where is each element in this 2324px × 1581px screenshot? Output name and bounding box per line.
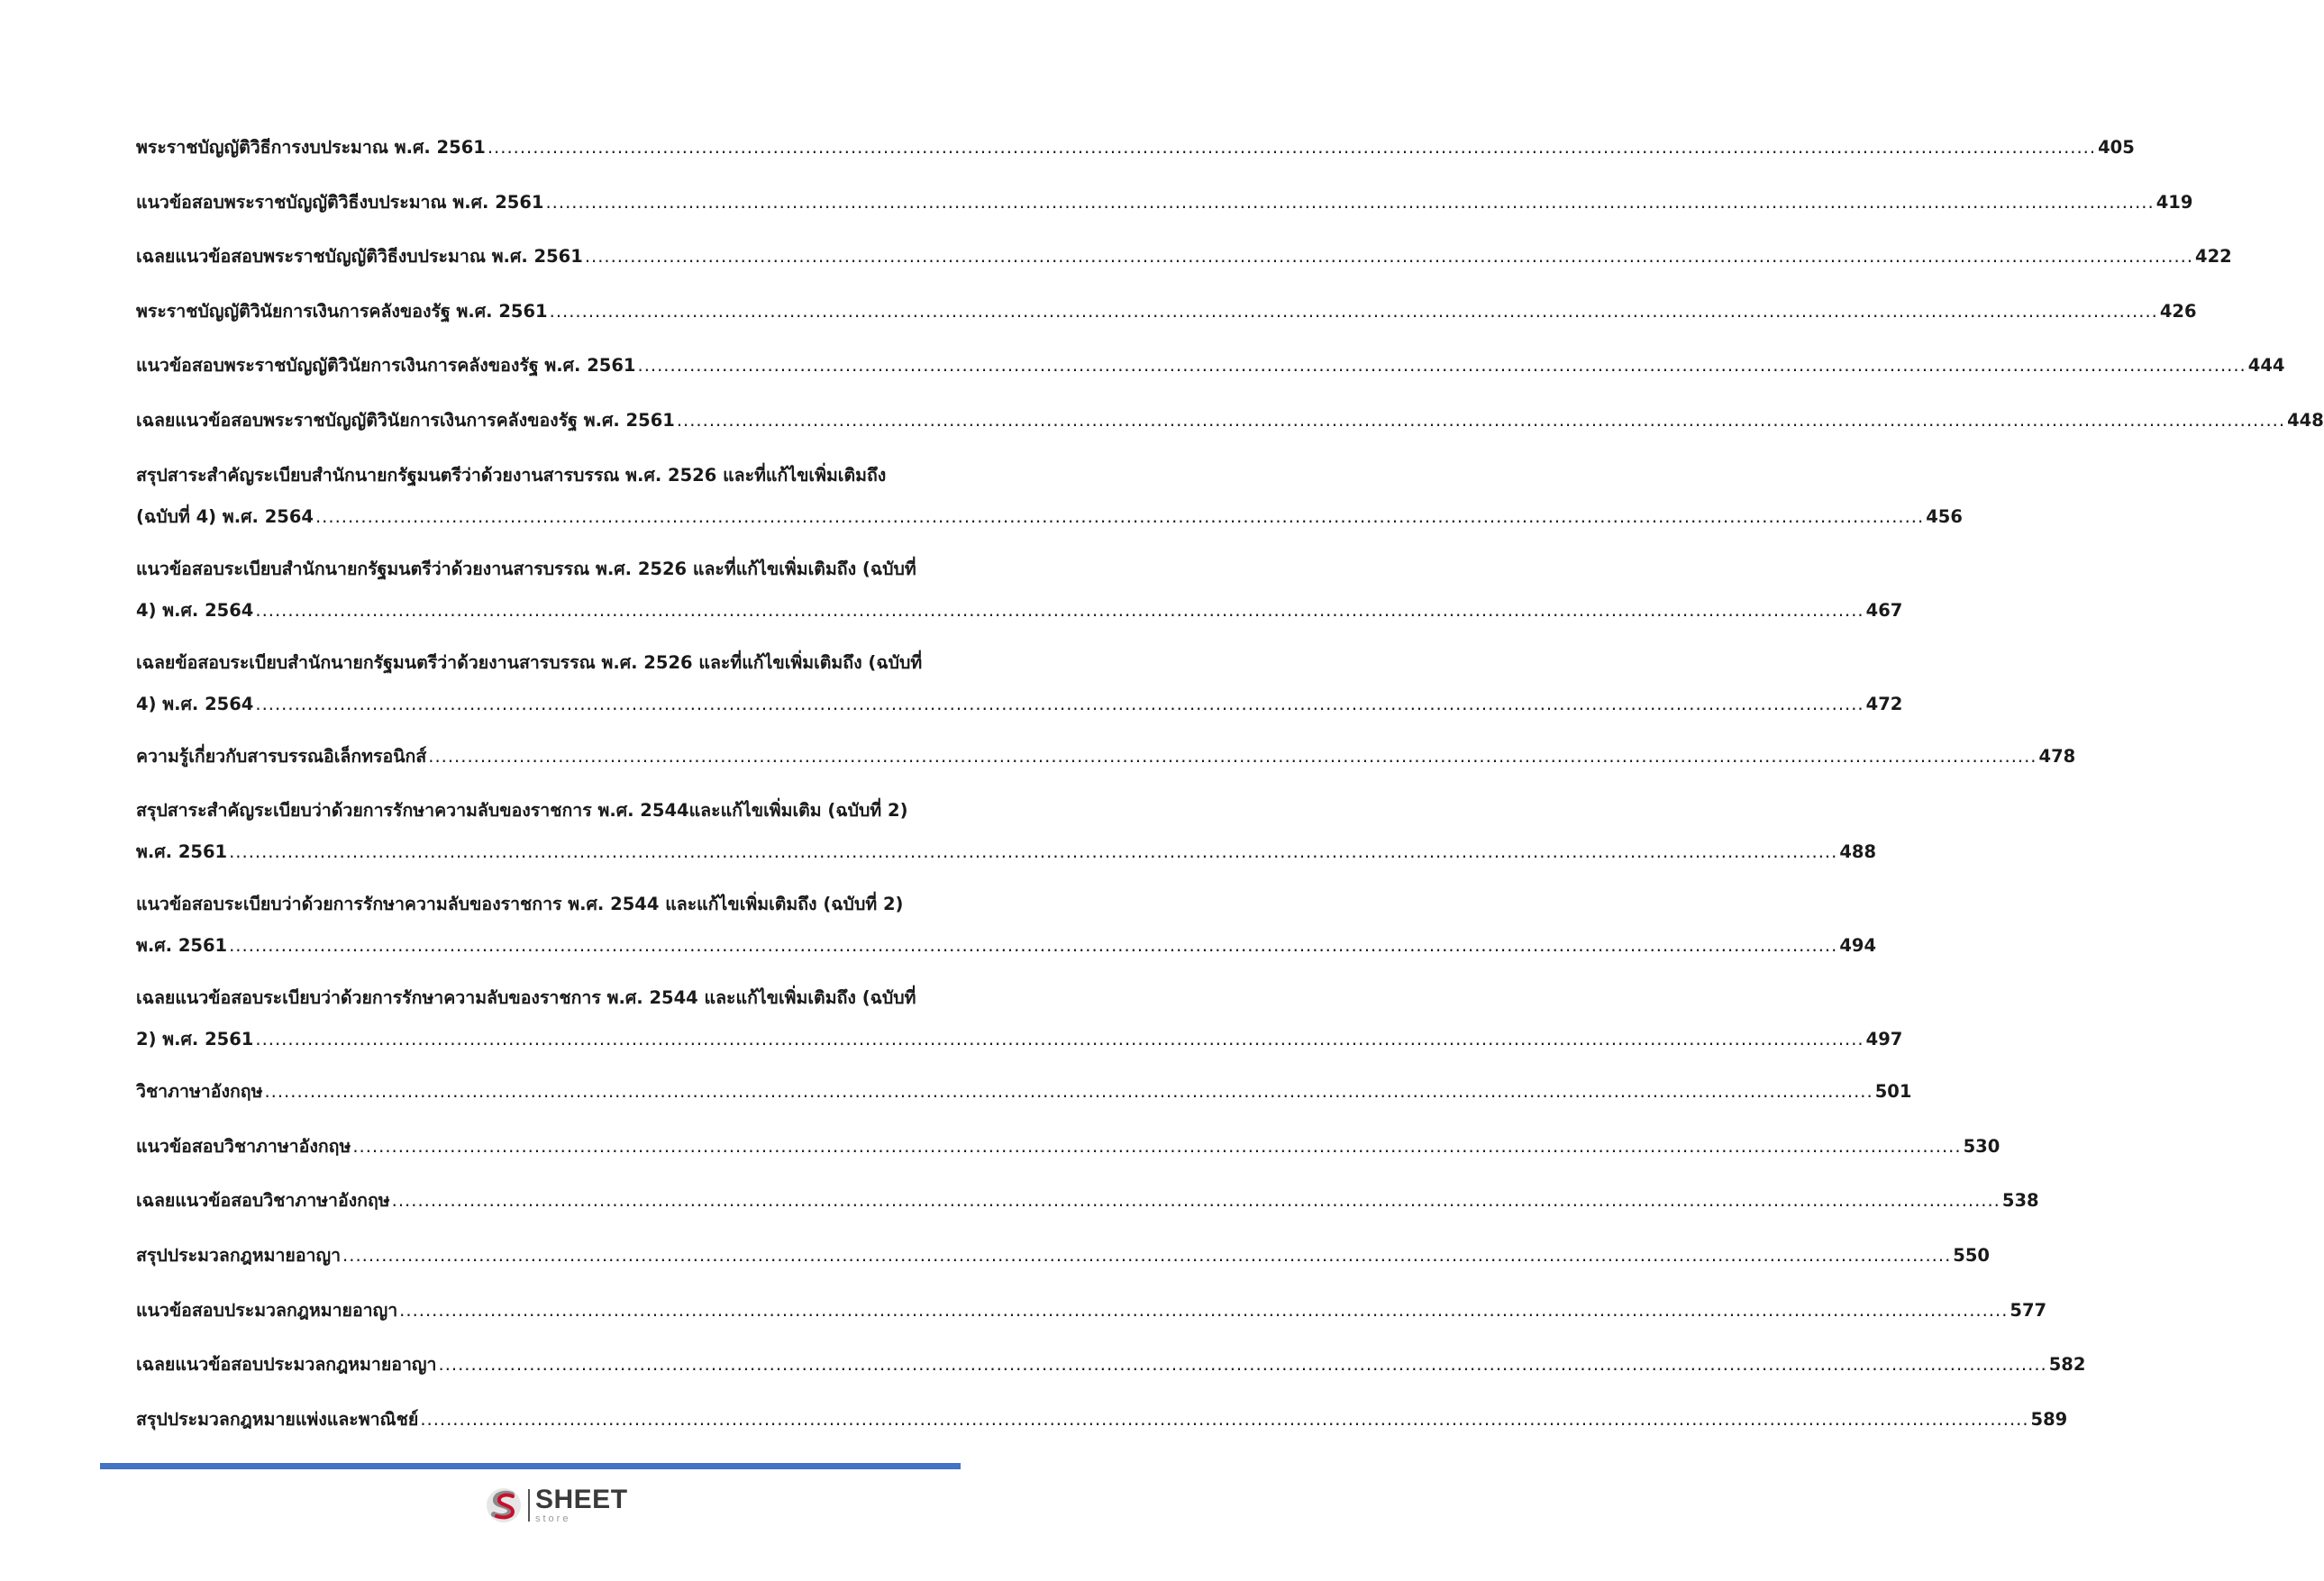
toc-entry[interactable] xyxy=(136,986,1903,1079)
toc-entry-title: พ.ศ. 2561 xyxy=(136,935,228,957)
toc-entry[interactable] xyxy=(136,1188,2039,1243)
footer-rule xyxy=(100,1463,961,1469)
toc-entry-title: ความรู้เกี่ยวกับสารบรรณอิเล็กทรอนิกส์ xyxy=(136,745,427,767)
toc-dot-leader xyxy=(255,692,1864,717)
toc-entry-page-number: 589 xyxy=(2030,1408,2068,1430)
toc-entry-line xyxy=(136,1352,2086,1377)
toc-entry[interactable] xyxy=(136,557,1903,650)
toc-entry-title: แนวข้อสอบวิชาภาษาอังกฤษ xyxy=(136,1135,351,1157)
toc-entry-title: เฉลยแนวข้อสอบพระราชบัญญัติวินัยการเงินการคลังของรัฐ พ.ศ. 2561 xyxy=(136,409,675,431)
toc-dot-leader xyxy=(677,408,2285,433)
toc-entry-page-number: 497 xyxy=(1865,1029,1903,1050)
toc-entry-page-number: 444 xyxy=(2247,355,2285,377)
toc-dot-leader xyxy=(585,244,2193,269)
toc-entry-line xyxy=(136,692,1903,717)
toc-entry[interactable] xyxy=(136,135,2135,190)
toc-entry-page-number: 538 xyxy=(2001,1190,2039,1212)
toc-entry-page-number: 426 xyxy=(2159,300,2197,322)
toc-entry[interactable] xyxy=(136,1134,2000,1189)
toc-entry-page-number: 448 xyxy=(2287,409,2324,431)
toc-entry-page-number: 501 xyxy=(1874,1081,1912,1103)
toc-entry[interactable] xyxy=(136,650,1903,744)
toc-entry-title: เฉลยแนวข้อสอบประมวลกฎหมายอาญา xyxy=(136,1354,437,1376)
toc-entry-line xyxy=(136,1243,1990,1268)
toc-entry-page-number: 488 xyxy=(1839,841,1877,863)
toc-entry-page-number: 456 xyxy=(1926,505,1963,527)
toc-entry-title-line1: แนวข้อสอบระเบียบสำนักนายกรัฐมนตรีว่าด้วยงานสารบรรณ พ.ศ. 2526 และที่แก้ไขเพิ่มเติมถึง (ฉบับที่ xyxy=(136,558,916,579)
toc-entry-page-number: 419 xyxy=(2155,191,2193,213)
toc-entry[interactable] xyxy=(136,190,2193,245)
toc-entry-page-number: 577 xyxy=(2010,1299,2047,1321)
toc-entry-title: แนวข้อสอบพระราชบัญญัติวินัยการเงินการคลังของรัฐ พ.ศ. 2561 xyxy=(136,355,636,377)
toc-entry-line xyxy=(136,408,2324,433)
toc-entry-title: แนวข้อสอบประมวลกฎหมายอาญา xyxy=(136,1299,398,1321)
toc-entry-title: สรุปประมวลกฎหมายอาญา xyxy=(136,1244,342,1266)
toc-entry-title: 4) พ.ศ. 2564 xyxy=(136,599,254,621)
table-of-contents xyxy=(136,135,2324,1461)
toc-dot-leader xyxy=(428,744,2037,769)
toc-entry-title: (ฉบับที่ 4) พ.ศ. 2564 xyxy=(136,505,314,527)
toc-dot-leader xyxy=(255,1027,1864,1052)
toc-entry-page-number: 582 xyxy=(2048,1354,2086,1376)
toc-entry-page-number: 472 xyxy=(1865,693,1903,714)
toc-entry-title: เฉลยแนวข้อสอบพระราชบัญญัติวิธีงบประมาณ พ.ศ. 2561 xyxy=(136,246,583,268)
logo-separator xyxy=(528,1489,530,1522)
logo-main-text: SHEET xyxy=(535,1485,628,1514)
toc-entry[interactable] xyxy=(136,1407,2068,1462)
toc-entry[interactable] xyxy=(136,1079,1912,1134)
toc-dot-leader xyxy=(392,1188,2000,1213)
toc-entry-title-line1: เฉลยแนวข้อสอบระเบียบว่าด้วยการรักษาความลับของราชการ พ.ศ. 2544 และแก้ไขเพิ่มเติมถึง (ฉบับที่ xyxy=(136,987,916,1009)
toc-entry-line xyxy=(136,1134,2000,1159)
toc-entry[interactable] xyxy=(136,353,2285,408)
toc-dot-leader xyxy=(352,1134,1961,1159)
logo-wordmark xyxy=(535,1486,628,1524)
toc-entry-line xyxy=(136,135,2135,160)
toc-dot-leader xyxy=(315,504,1924,530)
toc-entry-line xyxy=(136,1079,1912,1104)
toc-dot-leader xyxy=(420,1407,2028,1432)
toc-entry[interactable] xyxy=(136,892,1877,986)
toc-dot-leader xyxy=(229,840,1837,865)
toc-entry-line xyxy=(136,933,1877,959)
toc-entry-line xyxy=(136,1027,1903,1052)
toc-entry-page-number: 494 xyxy=(1839,935,1877,957)
toc-entry-title: 4) พ.ศ. 2564 xyxy=(136,693,254,714)
toc-entry-title: พระราชบัญญัติวิธีการงบประมาณ พ.ศ. 2561 xyxy=(136,137,486,158)
toc-dot-leader xyxy=(488,135,2096,160)
toc-entry-page-number: 405 xyxy=(2098,137,2135,158)
toc-entry-line xyxy=(136,1188,2039,1213)
toc-entry[interactable] xyxy=(136,1243,1990,1298)
toc-entry[interactable] xyxy=(136,244,2232,299)
toc-entry[interactable] xyxy=(136,408,2324,463)
toc-entry-line xyxy=(136,244,2232,269)
toc-entry-line xyxy=(136,1298,2047,1323)
toc-entry-page-number: 478 xyxy=(2038,745,2076,767)
toc-dot-leader xyxy=(229,933,1837,959)
sheet-store-logo-icon xyxy=(485,1486,523,1524)
toc-entry-title: 2) พ.ศ. 2561 xyxy=(136,1029,254,1050)
toc-entry-title: พระราชบัญญัติวินัยการเงินการคลังของรัฐ พ.ศ. 2561 xyxy=(136,300,548,322)
toc-entry-page-number: 422 xyxy=(2195,246,2232,268)
toc-entry-title-line1: แนวข้อสอบระเบียบว่าด้วยการรักษาความลับของราชการ พ.ศ. 2544 และแก้ไขเพิ่มเติมถึง (ฉบับที่ 2) xyxy=(136,894,904,915)
toc-dot-leader xyxy=(550,299,2158,324)
toc-entry[interactable] xyxy=(136,1352,2086,1407)
toc-entry-title-line1: สรุปสาระสำคัญระเบียบสำนักนายกรัฐมนตรีว่าด้วยงานสารบรรณ พ.ศ. 2526 และที่แก้ไขเพิ่มเติมถึง xyxy=(136,464,887,486)
toc-entry-title: เฉลยแนวข้อสอบวิชาภาษาอังกฤษ xyxy=(136,1190,390,1212)
toc-entry[interactable] xyxy=(136,299,2197,354)
toc-entry-line xyxy=(136,744,2076,769)
toc-entry-line xyxy=(136,299,2197,324)
toc-entry-line xyxy=(136,190,2193,215)
toc-entry[interactable] xyxy=(136,1298,2047,1353)
toc-entry-title-line1: สรุปสาระสำคัญระเบียบว่าด้วยการรักษาความลับของราชการ พ.ศ. 2544และแก้ไขเพิ่มเติม (ฉบับที่ 2) xyxy=(136,800,908,822)
toc-entry-line xyxy=(136,353,2285,378)
toc-dot-leader xyxy=(439,1352,2047,1377)
toc-dot-leader xyxy=(255,598,1864,623)
toc-entry-line xyxy=(136,504,1963,530)
logo-sub-text: store xyxy=(535,1513,571,1524)
toc-entry-page-number: 530 xyxy=(1963,1135,2000,1157)
toc-dot-leader xyxy=(342,1243,1951,1268)
toc-entry-page-number: 550 xyxy=(1953,1244,1990,1266)
toc-dot-leader xyxy=(264,1079,1873,1104)
toc-dot-leader xyxy=(545,190,2154,215)
toc-entry-title: สรุปประมวลกฎหมายแพ่งและพาณิชย์ xyxy=(136,1408,419,1430)
toc-entry[interactable] xyxy=(136,798,1877,892)
toc-entry-title: แนวข้อสอบพระราชบัญญัติวิธีงบประมาณ พ.ศ. 2561 xyxy=(136,191,544,213)
toc-entry-title: วิชาภาษาอังกฤษ xyxy=(136,1081,263,1103)
toc-entry[interactable] xyxy=(136,744,2076,799)
toc-entry-page-number: 467 xyxy=(1865,599,1903,621)
toc-entry-line xyxy=(136,598,1903,623)
toc-dot-leader xyxy=(399,1298,2008,1323)
toc-entry-title-line1: เฉลยข้อสอบระเบียบสำนักนายกรัฐมนตรีว่าด้วยงานสารบรรณ พ.ศ. 2526 และที่แก้ไขเพิ่มเติมถึง (ฉบับที่ xyxy=(136,651,923,673)
toc-entry-title: พ.ศ. 2561 xyxy=(136,841,228,863)
toc-entry[interactable] xyxy=(136,463,1963,557)
toc-entry-line xyxy=(136,1407,2068,1432)
toc-dot-leader xyxy=(638,353,2247,378)
toc-entry-line xyxy=(136,840,1877,865)
sheet-store-logo xyxy=(485,1484,628,1527)
